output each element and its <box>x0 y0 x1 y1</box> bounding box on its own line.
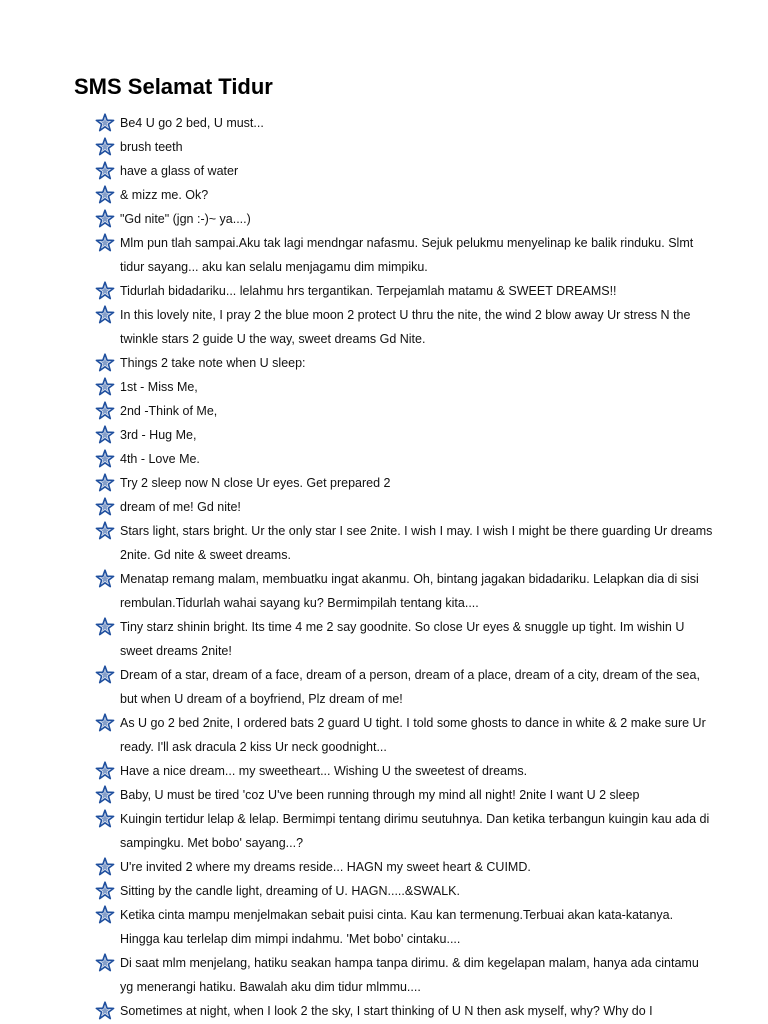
list-item <box>94 855 714 879</box>
list-item <box>94 159 714 183</box>
list-item <box>94 207 714 231</box>
star-bullet-icon <box>95 137 115 157</box>
list-item-text: 3rd - Hug Me, <box>120 428 197 442</box>
list-item-text: Be4 U go 2 bed, U must... <box>120 116 264 130</box>
star-bullet-icon <box>95 905 115 925</box>
list-item <box>94 951 714 999</box>
list-item <box>94 423 714 447</box>
star-bullet-icon <box>95 161 115 181</box>
list-item-text: Stars light, stars bright. Ur the only star I see 2nite. I wish I may. I wish I might be there guarding Ur dreams 2nite. Gd nite & sweet dreams. <box>120 524 713 562</box>
list-item <box>94 135 714 159</box>
list-item <box>94 759 714 783</box>
list-item <box>94 495 714 519</box>
list-item-text: Things 2 take note when U sleep: <box>120 356 306 370</box>
list-item-text: Have a nice dream... my sweetheart... Wishing U the sweetest of dreams. <box>120 764 528 778</box>
list-item-text: Tiny starz shinin bright. Its time 4 me 2 say goodnite. So close Ur eyes & snuggle up tight. Im wishin U sweet dreams 2nite! <box>120 620 685 658</box>
list-item <box>94 783 714 807</box>
star-bullet-icon <box>95 665 115 685</box>
list-item <box>94 999 714 1023</box>
star-bullet-icon <box>95 377 115 397</box>
list-item-text: Sometimes at night, when I look 2 the sky, I start thinking of U N then ask myself, why? Why do I <box>120 1004 653 1018</box>
list-item <box>94 903 714 951</box>
list-item-text: Mlm pun tlah sampai.Aku tak lagi mendngar nafasmu. Sejuk pelukmu menyelinap ke balik rinduku. Slmt tidur sayang... aku kan selalu menjagamu dim mimpiku. <box>120 236 694 274</box>
star-bullet-icon <box>95 1001 115 1021</box>
list-item-text: Dream of a star, dream of a face, dream of a person, dream of a place, dream of a city, dream of the sea, but when U dream of a boyfriend, Plz dream of me! <box>120 668 700 706</box>
list-item <box>94 663 714 711</box>
list-item-text: dream of me! Gd nite! <box>120 500 241 514</box>
star-bullet-icon <box>95 449 115 469</box>
star-bullet-icon <box>95 809 115 829</box>
list-item-text: brush teeth <box>120 140 183 154</box>
list-item <box>94 183 714 207</box>
list-item-text: Baby, U must be tired 'coz U've been running through my mind all night! 2nite I want U 2 sleep <box>120 788 640 802</box>
list-item-text: & mizz me. Ok? <box>120 188 209 202</box>
list-item <box>94 399 714 423</box>
list-item-text: 4th - Love Me. <box>120 452 200 466</box>
list-item-text: Menatap remang malam, membuatku ingat akanmu. Oh, bintang jagakan bidadariku. Lelapkan dia di sisi rembulan.Tidurlah wahai sayang ku? Bermimpilah tentang kita.... <box>120 572 699 610</box>
star-bullet-icon <box>95 497 115 517</box>
list-item <box>94 303 714 351</box>
list-item <box>94 879 714 903</box>
star-bullet-icon <box>95 785 115 805</box>
list-item <box>94 375 714 399</box>
star-bullet-icon <box>95 281 115 301</box>
list-item-text: Tidurlah bidadariku... lelahmu hrs tergantikan. Terpejamlah matamu & SWEET DREAMS!! <box>120 284 617 298</box>
star-bullet-icon <box>95 473 115 493</box>
sms-list <box>94 111 714 1023</box>
star-bullet-icon <box>95 521 115 541</box>
list-item <box>94 279 714 303</box>
list-item <box>94 231 714 279</box>
star-bullet-icon <box>95 209 115 229</box>
star-bullet-icon <box>95 353 115 373</box>
list-item-text: 2nd -Think of Me, <box>120 404 218 418</box>
list-item-text: As U go 2 bed 2nite, I ordered bats 2 guard U tight. I told some ghosts to dance in white & 2 make sure Ur ready. I'll ask dracula 2 kiss Ur neck goodnight... <box>120 716 706 754</box>
list-item-text: Ketika cinta mampu menjelmakan sebait puisi cinta. Kau kan termenung.Terbuai akan kata-katanya. Hingga kau terlelap dim mimpi indahmu. 'Met bobo' cintaku.... <box>120 908 674 946</box>
star-bullet-icon <box>95 185 115 205</box>
list-item-text: Try 2 sleep now N close Ur eyes. Get prepared 2 <box>120 476 391 490</box>
list-item-text: In this lovely nite, I pray 2 the blue moon 2 protect U thru the nite, the wind 2 blow away Ur stress N the twinkle stars 2 guide U the way, sweet dreams Gd Nite. <box>120 308 691 346</box>
list-item-text: have a glass of water <box>120 164 239 178</box>
list-item <box>94 471 714 495</box>
star-bullet-icon <box>95 761 115 781</box>
list-item <box>94 567 714 615</box>
list-item <box>94 351 714 375</box>
star-bullet-icon <box>95 857 115 877</box>
list-item-text: "Gd nite" (jgn :-)~ ya....) <box>120 212 251 226</box>
list-item <box>94 519 714 567</box>
star-bullet-icon <box>95 113 115 133</box>
star-bullet-icon <box>95 953 115 973</box>
list-item <box>94 447 714 471</box>
page-title: SMS Selamat Tidur <box>74 74 273 99</box>
list-item-text: U're invited 2 where my dreams reside... HAGN my sweet heart & CUIMD. <box>120 860 531 874</box>
star-bullet-icon <box>95 881 115 901</box>
star-bullet-icon <box>95 305 115 325</box>
list-item-text: Kuingin tertidur lelap & lelap. Bermimpi tentang dirimu seutuhnya. Dan ketika terbangun kuingin kau ada di sampingku. Met bobo' sayang...? <box>120 812 710 850</box>
list-item-text: 1st - Miss Me, <box>120 380 198 394</box>
star-bullet-icon <box>95 617 115 637</box>
star-bullet-icon <box>95 569 115 589</box>
star-bullet-icon <box>95 425 115 445</box>
list-item <box>94 615 714 663</box>
list-item <box>94 807 714 855</box>
star-bullet-icon <box>95 401 115 421</box>
list-item <box>94 711 714 759</box>
star-bullet-icon <box>95 713 115 733</box>
star-bullet-icon <box>95 233 115 253</box>
list-item-text: Di saat mlm menjelang, hatiku seakan hampa tanpa dirimu. & dim kegelapan malam, hanya ada cintamu yg menerangi hatiku. Bawalah aku dim tidur mlmmu.... <box>120 956 699 994</box>
list-item-text: Sitting by the candle light, dreaming of U. HAGN.....&SWALK. <box>120 884 460 898</box>
list-item <box>94 111 714 135</box>
